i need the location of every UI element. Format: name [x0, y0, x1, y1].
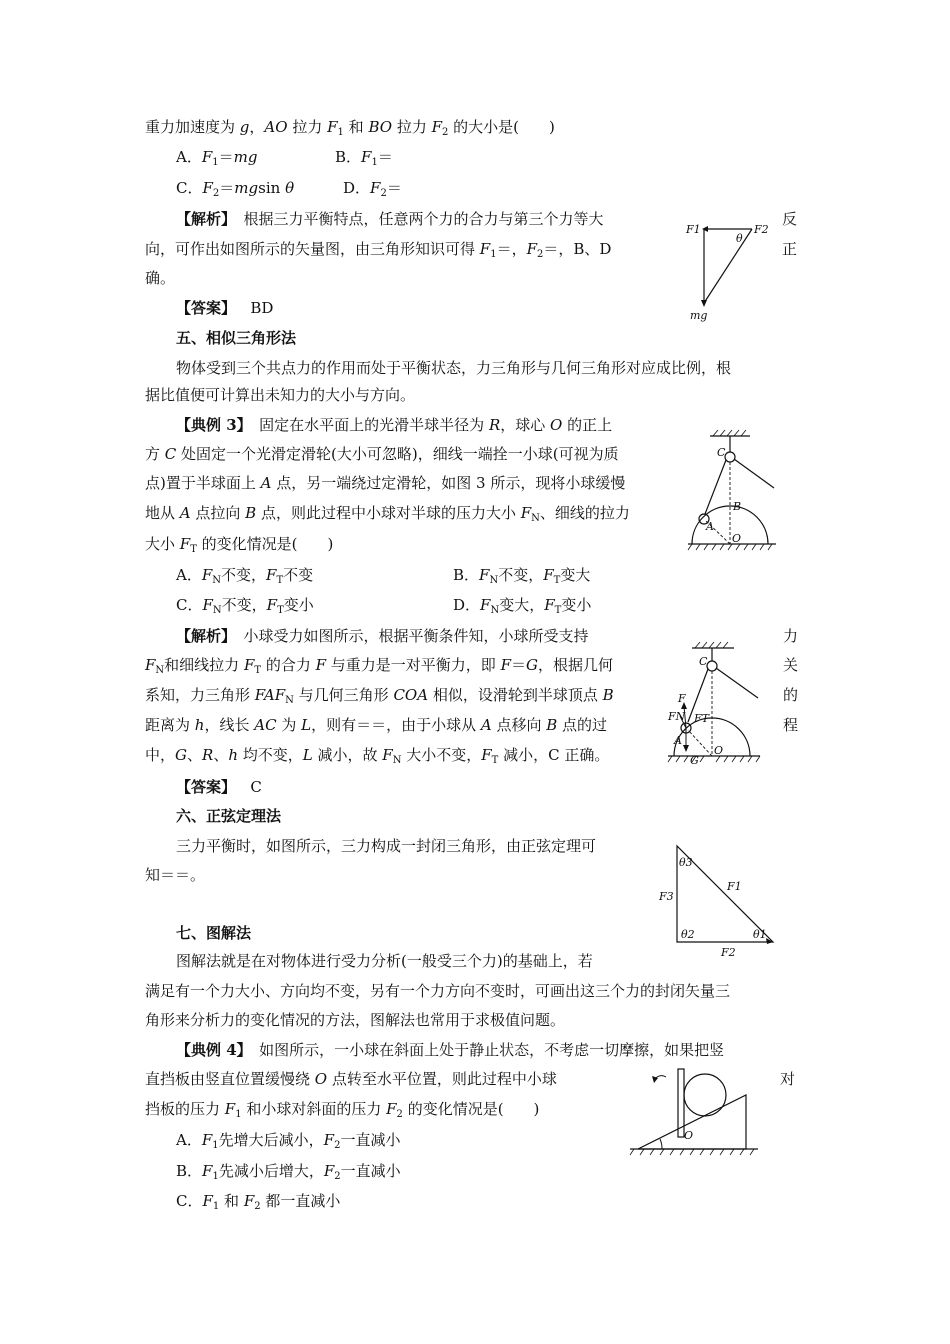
solution-3-right-2: 关: [783, 656, 799, 674]
fig-force-label-fn: FN: [668, 710, 686, 723]
fig3-label-o: O: [732, 532, 742, 545]
example-4-line-1: 【典例 4】 如图所示，一小球在斜面上处于静止状态，不考虑一切摩擦，如果把竖: [176, 1041, 725, 1059]
vector-triangle-figure: [680, 215, 775, 325]
example-4-option-a: A．$F_1$先增大后减小，$F_2$一直减小: [176, 1131, 401, 1151]
example-3-option-b: B．$F_N$不变，$F_T$变大: [453, 566, 591, 586]
option-a: A．$F_1=mg$: [176, 148, 258, 168]
section-6-p1: 三力平衡时，如图所示，三力构成一封闭三角形，由正弦定理可: [176, 837, 597, 855]
fig-label-f2: F2: [754, 223, 769, 236]
example-4-option-b: B．$F_1$先减小后增大，$F_2$一直减小: [176, 1162, 401, 1182]
force-analysis-figure: [666, 640, 776, 770]
fig6-theta3: θ3: [679, 856, 693, 869]
example-4-right-2: 对: [780, 1070, 796, 1088]
answer-3: 【答案】 C: [176, 778, 262, 796]
fig-force-label-a: A: [674, 734, 682, 747]
incline-ball-figure: [628, 1065, 768, 1165]
fig3-label-b: B: [733, 500, 742, 513]
option-d: D．$F_2=$: [343, 179, 402, 199]
example-3-option-c: C．$F_N$不变，$F_T$变小: [176, 596, 314, 616]
fig-force-label-o: O: [714, 744, 724, 757]
solution-3-line-5: 中，G、R、h 均不变，L 减小，故 $F_N$ 大小不变，$F_T$ 减小，C 正确。: [145, 746, 610, 766]
solution-3-line-3: 系知，力三角形 $FAF_N$ 与几何三角形 COA 相似，设滑轮到半球顶点 B: [145, 686, 614, 706]
section-7-title: 七、图解法: [176, 924, 252, 942]
solution-3-right-4: 程: [783, 716, 799, 734]
option-c: C．$F_2=mgsin$ θ: [176, 179, 295, 199]
example-3-line-4: 地从 A 点拉向 B 点，则此过程中小球对半球的压力大小 $F_N$、细线的拉力: [145, 504, 630, 524]
example-4-line-2: 直挡板由竖直位置缓慢绕 O 点转至水平位置，则此过程中小球: [145, 1070, 557, 1088]
section-7-p2: 满足有一个力大小、方向均不变，另有一个力方向不变时，可画出这三个力的封闭矢量三: [145, 982, 731, 1000]
fig-force-label-c: C: [699, 655, 708, 668]
solution-3-line-2: $F_N$和细线拉力 $F_T$ 的合力 F 与重力是一对平衡力，即 F＝G，根据几何: [145, 656, 613, 676]
section-7-p3: 角形来分析力的变化情况的方法，图解法也常用于求极值问题。: [145, 1011, 566, 1029]
example-3-line-2: 方 C 处固定一个光滑定滑轮(大小可忽略)，细线一端拴一小球(可视为质: [145, 445, 619, 463]
example-4-option-c: C．$F_1$ 和 $F_2$ 都一直减小: [176, 1192, 341, 1212]
fig-label-theta: θ: [736, 232, 743, 245]
section-6-title: 六、正弦定理法: [176, 807, 282, 825]
section-5-title: 五、相似三角形法: [176, 329, 297, 347]
hemisphere-pulley-figure: [688, 428, 788, 553]
fig-force-label-ft: FT: [694, 712, 709, 725]
example-3-line-1: 【典例 3】 固定在水平面上的光滑半球半径为 R，球心 O 的正上: [176, 416, 613, 434]
fig-label-f1: F1: [686, 223, 701, 236]
solution-3-line-4: 距离为 h，线长 AC 为 L，则有＝＝，由于小球从 A 点移向 B 点的过: [145, 716, 608, 734]
section-5-p1: 物体受到三个共点力的作用而处于平衡状态，力三角形与几何三角形对应成比例，根: [176, 359, 732, 377]
option-b: B．$F_1=$: [335, 148, 393, 168]
solution-1-line-2: 向，可作出如图所示的矢量图，由三角形知识可得 $F_1=$，$F_2=$，B、D: [145, 240, 612, 260]
fig-label-mg: mg: [690, 309, 708, 322]
fig-force-label-f: F: [678, 692, 686, 705]
fig6-f1: F1: [727, 880, 742, 893]
example-3-option-a: A．$F_N$不变，$F_T$不变: [176, 566, 314, 586]
solution-1-line-3: 确。: [145, 269, 176, 287]
fig4-label-o: O: [684, 1129, 694, 1142]
example-3-option-d: D．$F_N$变大，$F_T$变小: [453, 596, 592, 616]
fig-force-label-g: G: [690, 754, 699, 767]
section-6-p2: 知＝＝。: [145, 866, 206, 884]
section-5-p2: 据比值便可计算出未知力的大小与方向。: [145, 386, 416, 404]
fig6-theta1: θ1: [753, 928, 767, 941]
example-3-line-5: 大小 $F_T$ 的变化情况是( ): [145, 535, 334, 555]
solution-1-right-1: 反: [782, 210, 798, 228]
fig6-f2: F2: [721, 946, 736, 959]
example-4-line-3: 挡板的压力 $F_1$ 和小球对斜面的压力 $F_2$ 的变化情况是( ): [145, 1100, 540, 1120]
fig6-f3: F3: [659, 890, 674, 903]
sine-rule-triangle-figure: [655, 838, 780, 959]
intro-line: 重力加速度为 g，AO 拉力 $F_1$ 和 BO 拉力 $F_2$ 的大小是( ): [145, 118, 555, 138]
answer-1: 【答案】 BD: [176, 299, 274, 317]
solution-3-right-3: 的: [783, 686, 799, 704]
fig6-theta2: θ2: [681, 928, 695, 941]
solution-3-right-1: 力: [783, 627, 799, 645]
solution-1-line-1: 【解析】 根据三力平衡特点，任意两个力的合力与第三个力等大: [176, 210, 604, 228]
example-3-line-3: 点)置于半球面上 A 点，另一端绕过定滑轮，如图 3 所示，现将小球缓慢: [145, 474, 626, 492]
section-7-p1: 图解法就是在对物体进行受力分析(一般受三个力)的基础上，若: [176, 952, 593, 970]
fig3-label-a: A: [706, 520, 714, 533]
solution-3-line-1: 【解析】 小球受力如图所示，根据平衡条件知，小球所受支持: [176, 627, 589, 645]
fig3-label-c: C: [717, 446, 726, 459]
solution-1-right-2: 正: [782, 240, 798, 258]
